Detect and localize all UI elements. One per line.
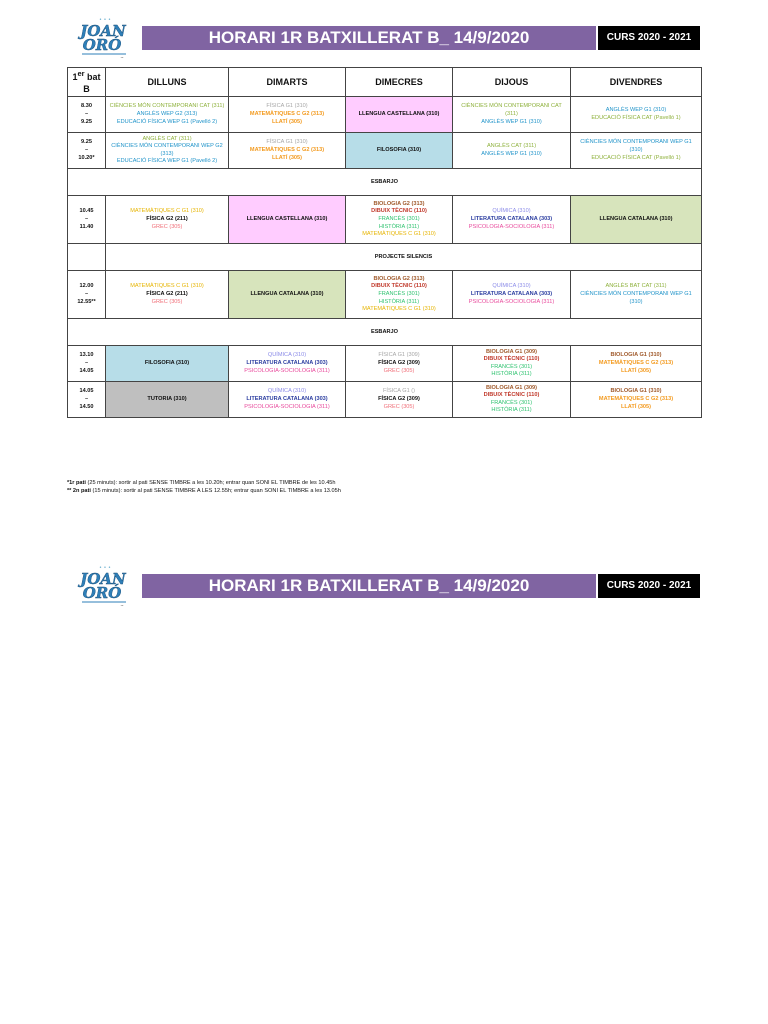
- subject-entry: GREC (305): [383, 403, 415, 410]
- subject-entry: GREC (305): [151, 223, 183, 230]
- subject-entry: FRANCÈS (301): [378, 216, 420, 222]
- day-header-wednesday: DIMECRES: [346, 68, 453, 97]
- day-header-thursday: DIJOUS: [453, 68, 571, 97]
- subject-entry: ANGLÈS CAT (311): [142, 135, 192, 142]
- time-slot-text: 14.05: [79, 367, 94, 374]
- subject-entry: FÍSICA G1 (310): [266, 139, 308, 146]
- subject-entry: PSICOLOGIA-SOCIOLOGIA (311): [244, 367, 330, 374]
- subject-entry: EDUCACIÓ FÍSICA WEP G1 (Pavelló 2): [116, 118, 218, 125]
- svg-text:ORÓ: ORÓ: [82, 36, 122, 54]
- subject-entry: PSICOLOGIA-SOCIOLOGIA (311): [244, 403, 330, 410]
- subject-entry: PSICOLOGIA-SOCIOLOGIA (311): [468, 298, 555, 305]
- break-label: ESBARJO: [68, 169, 702, 196]
- subject-entry: FILOSOFIA (310): [144, 360, 190, 366]
- school-logo: [76, 562, 134, 608]
- class-cell: [229, 346, 346, 382]
- subject-entry: LLENGUA CATALANA (310): [599, 216, 673, 222]
- subject-entry: TUTORIA (310): [147, 396, 187, 402]
- subject-entry: CIÈNCIES MÓN CONTEMPORANI CAT (311): [461, 103, 562, 117]
- day-header-friday: DIVENDRES: [571, 68, 702, 97]
- subject-entry: ANGLÈS WEP G1 (310): [605, 107, 667, 114]
- time-slot: [68, 382, 106, 418]
- subject-entry: MATEMÀTIQUES C G2 (313): [249, 111, 325, 117]
- time-slot-text: –: [84, 147, 89, 153]
- break-row: [68, 169, 702, 196]
- subject-entry: MATEMÀTIQUES C G2 (313): [598, 360, 674, 366]
- subject-entry: LLATÍ (305): [620, 403, 652, 410]
- class-cell: [571, 271, 702, 319]
- class-cell: [106, 97, 229, 133]
- subject-entry: ANGLÈS CAT (311): [486, 143, 537, 150]
- class-cell: [346, 346, 453, 382]
- class-cell: [106, 346, 229, 382]
- subject-entry: DIBUIX TÈCNIC (110): [483, 392, 540, 399]
- svg-text:ORÓ: ORÓ: [82, 584, 122, 602]
- break-label: PROJECTE SILENCIS: [106, 244, 702, 271]
- break-notes: [67, 479, 341, 495]
- subject-entry: CIÈNCIES MÓN CONTEMPORANI WEP G1 (310): [580, 139, 692, 153]
- time-slot-text: –: [84, 216, 89, 222]
- timetable-header-row: [68, 68, 702, 97]
- subject-entry: BIOLOGIA G1 (310): [610, 352, 662, 359]
- subject-entry: FRANCÈS (301): [490, 399, 533, 406]
- class-cell: [229, 196, 346, 244]
- svg-text:JOAN: JOAN: [80, 570, 126, 588]
- subject-entry: LLENGUA CASTELLANA (310): [246, 216, 328, 222]
- time-slot: [68, 97, 106, 133]
- subject-entry: ANGLÈS WEP G1 (310): [481, 150, 542, 157]
- subject-entry: LITERATURA CATALANA (303): [470, 291, 553, 297]
- subject-entry: QUÍMICA (310): [267, 352, 307, 359]
- timetable-row: [68, 133, 702, 169]
- timetable: [67, 67, 702, 418]
- time-slot: [68, 196, 106, 244]
- note-second-break: ** 2n pati (15 minuts): sortir al pati SENSE TIMBRE A LES 12.55h; entrar quan SONI EL TIMBRE a les 13.05h: [67, 488, 341, 494]
- page-title: HORARI 1R BATXILLERAT B_ 14/9/2020: [142, 26, 596, 50]
- subject-entry: HISTÒRIA (311): [491, 407, 532, 414]
- subject-entry: LLATÍ (305): [271, 118, 303, 125]
- svg-text:• • •: • • •: [98, 565, 112, 571]
- timetable-row: [68, 271, 702, 319]
- time-slot-text: –: [84, 111, 89, 117]
- time-slot-text: 14.05: [79, 388, 94, 395]
- subject-entry: LLATÍ (305): [620, 367, 652, 374]
- class-cell: [106, 133, 229, 169]
- break-time-cell: [68, 244, 106, 271]
- subject-entry: MATEMÀTIQUES C G1 (310): [362, 306, 436, 313]
- subject-entry: QUÍMICA (310): [492, 283, 531, 290]
- time-slot-text: –: [84, 291, 89, 297]
- class-cell: [571, 382, 702, 418]
- subject-entry: BIOLOGIA G2 (313): [373, 275, 425, 282]
- time-slot: [68, 346, 106, 382]
- page-header: [76, 14, 700, 60]
- class-cell: [346, 271, 453, 319]
- subject-entry: FÍSICA G1 (): [382, 388, 415, 395]
- subject-entry: GREC (305): [383, 367, 415, 374]
- class-cell: [571, 196, 702, 244]
- subject-entry: BIOLOGIA G1 (310): [610, 388, 662, 395]
- note-first-break: *1r pati (25 minuts): sortir al pati SENSE TIMBRE a les 10.20h; entrar quan SONI EL TIMBRE de les 10.45h: [67, 480, 336, 486]
- time-slot-text: 9.25: [81, 139, 92, 146]
- subject-entry: MATEMÀTIQUES C G2 (313): [249, 147, 325, 153]
- break-row: [68, 319, 702, 346]
- subject-entry: HISTÒRIA (311): [491, 371, 532, 378]
- subject-entry: BIOLOGIA G1 (309): [485, 348, 538, 355]
- subject-entry: LITERATURA CATALANA (303): [246, 396, 328, 402]
- day-header-tuesday: DIMARTS: [229, 68, 346, 97]
- time-slot: [68, 271, 106, 319]
- subject-entry: MATEMÀTIQUES C G2 (313): [598, 396, 674, 402]
- subject-entry: FÍSICA G2 (309): [378, 360, 420, 366]
- subject-entry: LLATÍ (305): [271, 154, 303, 161]
- time-slot-text: 11.40: [79, 223, 94, 230]
- subject-entry: FÍSICA G2 (211): [146, 216, 188, 222]
- subject-entry: GREC (305): [151, 298, 183, 305]
- school-year-badge: CURS 2020 - 2021: [598, 574, 700, 598]
- class-cell: [229, 133, 346, 169]
- break-row: [68, 244, 702, 271]
- class-cell: [229, 382, 346, 418]
- svg-text:JOAN: JOAN: [80, 22, 126, 40]
- subject-entry: MATEMÀTIQUES C G1 (310): [362, 231, 436, 238]
- subject-entry: FÍSICA G1 (309): [378, 352, 420, 359]
- subject-entry: QUÍMICA (310): [492, 208, 531, 215]
- subject-entry: LLENGUA CASTELLANA (310): [358, 111, 440, 117]
- break-label: ESBARJO: [68, 319, 702, 346]
- subject-entry: ANGLÈS WEP G2 (313): [136, 111, 198, 117]
- class-cell: [106, 196, 229, 244]
- subject-entry: MATEMÀTIQUES C G1 (310): [130, 208, 204, 215]
- subject-entry: EDUCACIÓ FÍSICA CAT (Pavelló 1): [591, 114, 681, 121]
- class-cell: [453, 346, 571, 382]
- class-cell: [346, 133, 453, 169]
- subject-entry: CIÈNCIES MÓN CONTEMPORANI WEP G2 (313): [111, 143, 223, 157]
- time-slot-text: –: [84, 360, 89, 366]
- time-slot: [68, 133, 106, 169]
- time-slot-text: 12.00: [79, 283, 94, 290]
- subject-entry: EDUCACIÓ FÍSICA CAT (Pavelló 1): [591, 154, 681, 161]
- timetable-row: [68, 196, 702, 244]
- school-logo: [76, 14, 134, 60]
- subject-entry: FILOSOFIA (310): [376, 147, 422, 153]
- class-cell: [346, 97, 453, 133]
- class-cell: [571, 97, 702, 133]
- subject-entry: QUÍMICA (310): [267, 388, 307, 395]
- time-slot-text: 10.45: [79, 208, 94, 215]
- svg-text:~: ~: [120, 603, 124, 608]
- class-cell: [453, 133, 571, 169]
- svg-text:~: ~: [120, 55, 124, 60]
- time-slot-text: 13.10: [79, 352, 94, 359]
- subject-entry: FÍSICA G2 (211): [146, 291, 188, 297]
- subject-entry: DIBUIX TÈCNIC (110): [371, 283, 427, 290]
- class-cell: [106, 382, 229, 418]
- subject-entry: PSICOLOGIA-SOCIOLOGIA (311): [468, 223, 555, 230]
- subject-entry: EDUCACIÓ FÍSICA WEP G1 (Pavelló 2): [116, 158, 218, 165]
- subject-entry: FÍSICA G2 (309): [378, 396, 420, 402]
- class-cell: [453, 271, 571, 319]
- time-slot-text: 12.55**: [77, 298, 96, 305]
- subject-entry: CIÈNCIES MÓN CONTEMPORANI WEP G1 (310): [580, 291, 692, 305]
- timetable-row: [68, 346, 702, 382]
- subject-entry: DIBUIX TÈCNIC (110): [371, 208, 427, 215]
- day-header-monday: DILLUNS: [106, 68, 229, 97]
- time-slot-text: 8.30: [81, 103, 92, 110]
- class-cell: [106, 271, 229, 319]
- subject-entry: FRANCÈS (301): [490, 363, 533, 370]
- class-cell: [229, 97, 346, 133]
- class-cell: [453, 382, 571, 418]
- subject-entry: FRANCÈS (301): [378, 291, 420, 297]
- timetable-row: [68, 97, 702, 133]
- subject-entry: LLENGUA CATALANA (310): [250, 291, 324, 297]
- class-cell: [453, 196, 571, 244]
- subject-entry: ANGLÈS WEP G1 (310): [481, 118, 542, 125]
- subject-entry: DIBUIX TÈCNIC (110): [483, 356, 540, 363]
- time-slot-text: –: [84, 396, 89, 402]
- page-header-repeat: [76, 562, 700, 608]
- subject-entry: HISTÒRIA (311): [378, 223, 420, 230]
- class-cell: [346, 382, 453, 418]
- page-title: HORARI 1R BATXILLERAT B_ 14/9/2020: [142, 574, 596, 598]
- subject-entry: BIOLOGIA G2 (313): [373, 200, 425, 207]
- subject-entry: LITERATURA CATALANA (303): [470, 216, 553, 222]
- svg-text:• • •: • • •: [98, 17, 112, 23]
- subject-entry: FÍSICA G1 (310): [266, 103, 308, 110]
- group-label: 1er bat B: [68, 68, 106, 97]
- time-slot-text: 14.50: [79, 403, 94, 410]
- class-cell: [571, 346, 702, 382]
- timetable-row: [68, 382, 702, 418]
- subject-entry: HISTÒRIA (311): [378, 298, 420, 305]
- class-cell: [453, 97, 571, 133]
- class-cell: [346, 196, 453, 244]
- class-cell: [229, 271, 346, 319]
- subject-entry: BIOLOGIA G1 (309): [485, 384, 538, 391]
- subject-entry: ANGLÈS BAT CAT (311): [605, 283, 667, 290]
- subject-entry: LITERATURA CATALANA (303): [246, 360, 328, 366]
- school-year-badge: CURS 2020 - 2021: [598, 26, 700, 50]
- time-slot-text: 10.20*: [78, 154, 95, 161]
- subject-entry: MATEMÀTIQUES C G1 (310): [130, 283, 204, 290]
- time-slot-text: 9.25: [81, 118, 92, 125]
- class-cell: [571, 133, 702, 169]
- subject-entry: CIÈNCIES MÓN CONTEMPORANI CAT (311): [109, 103, 225, 110]
